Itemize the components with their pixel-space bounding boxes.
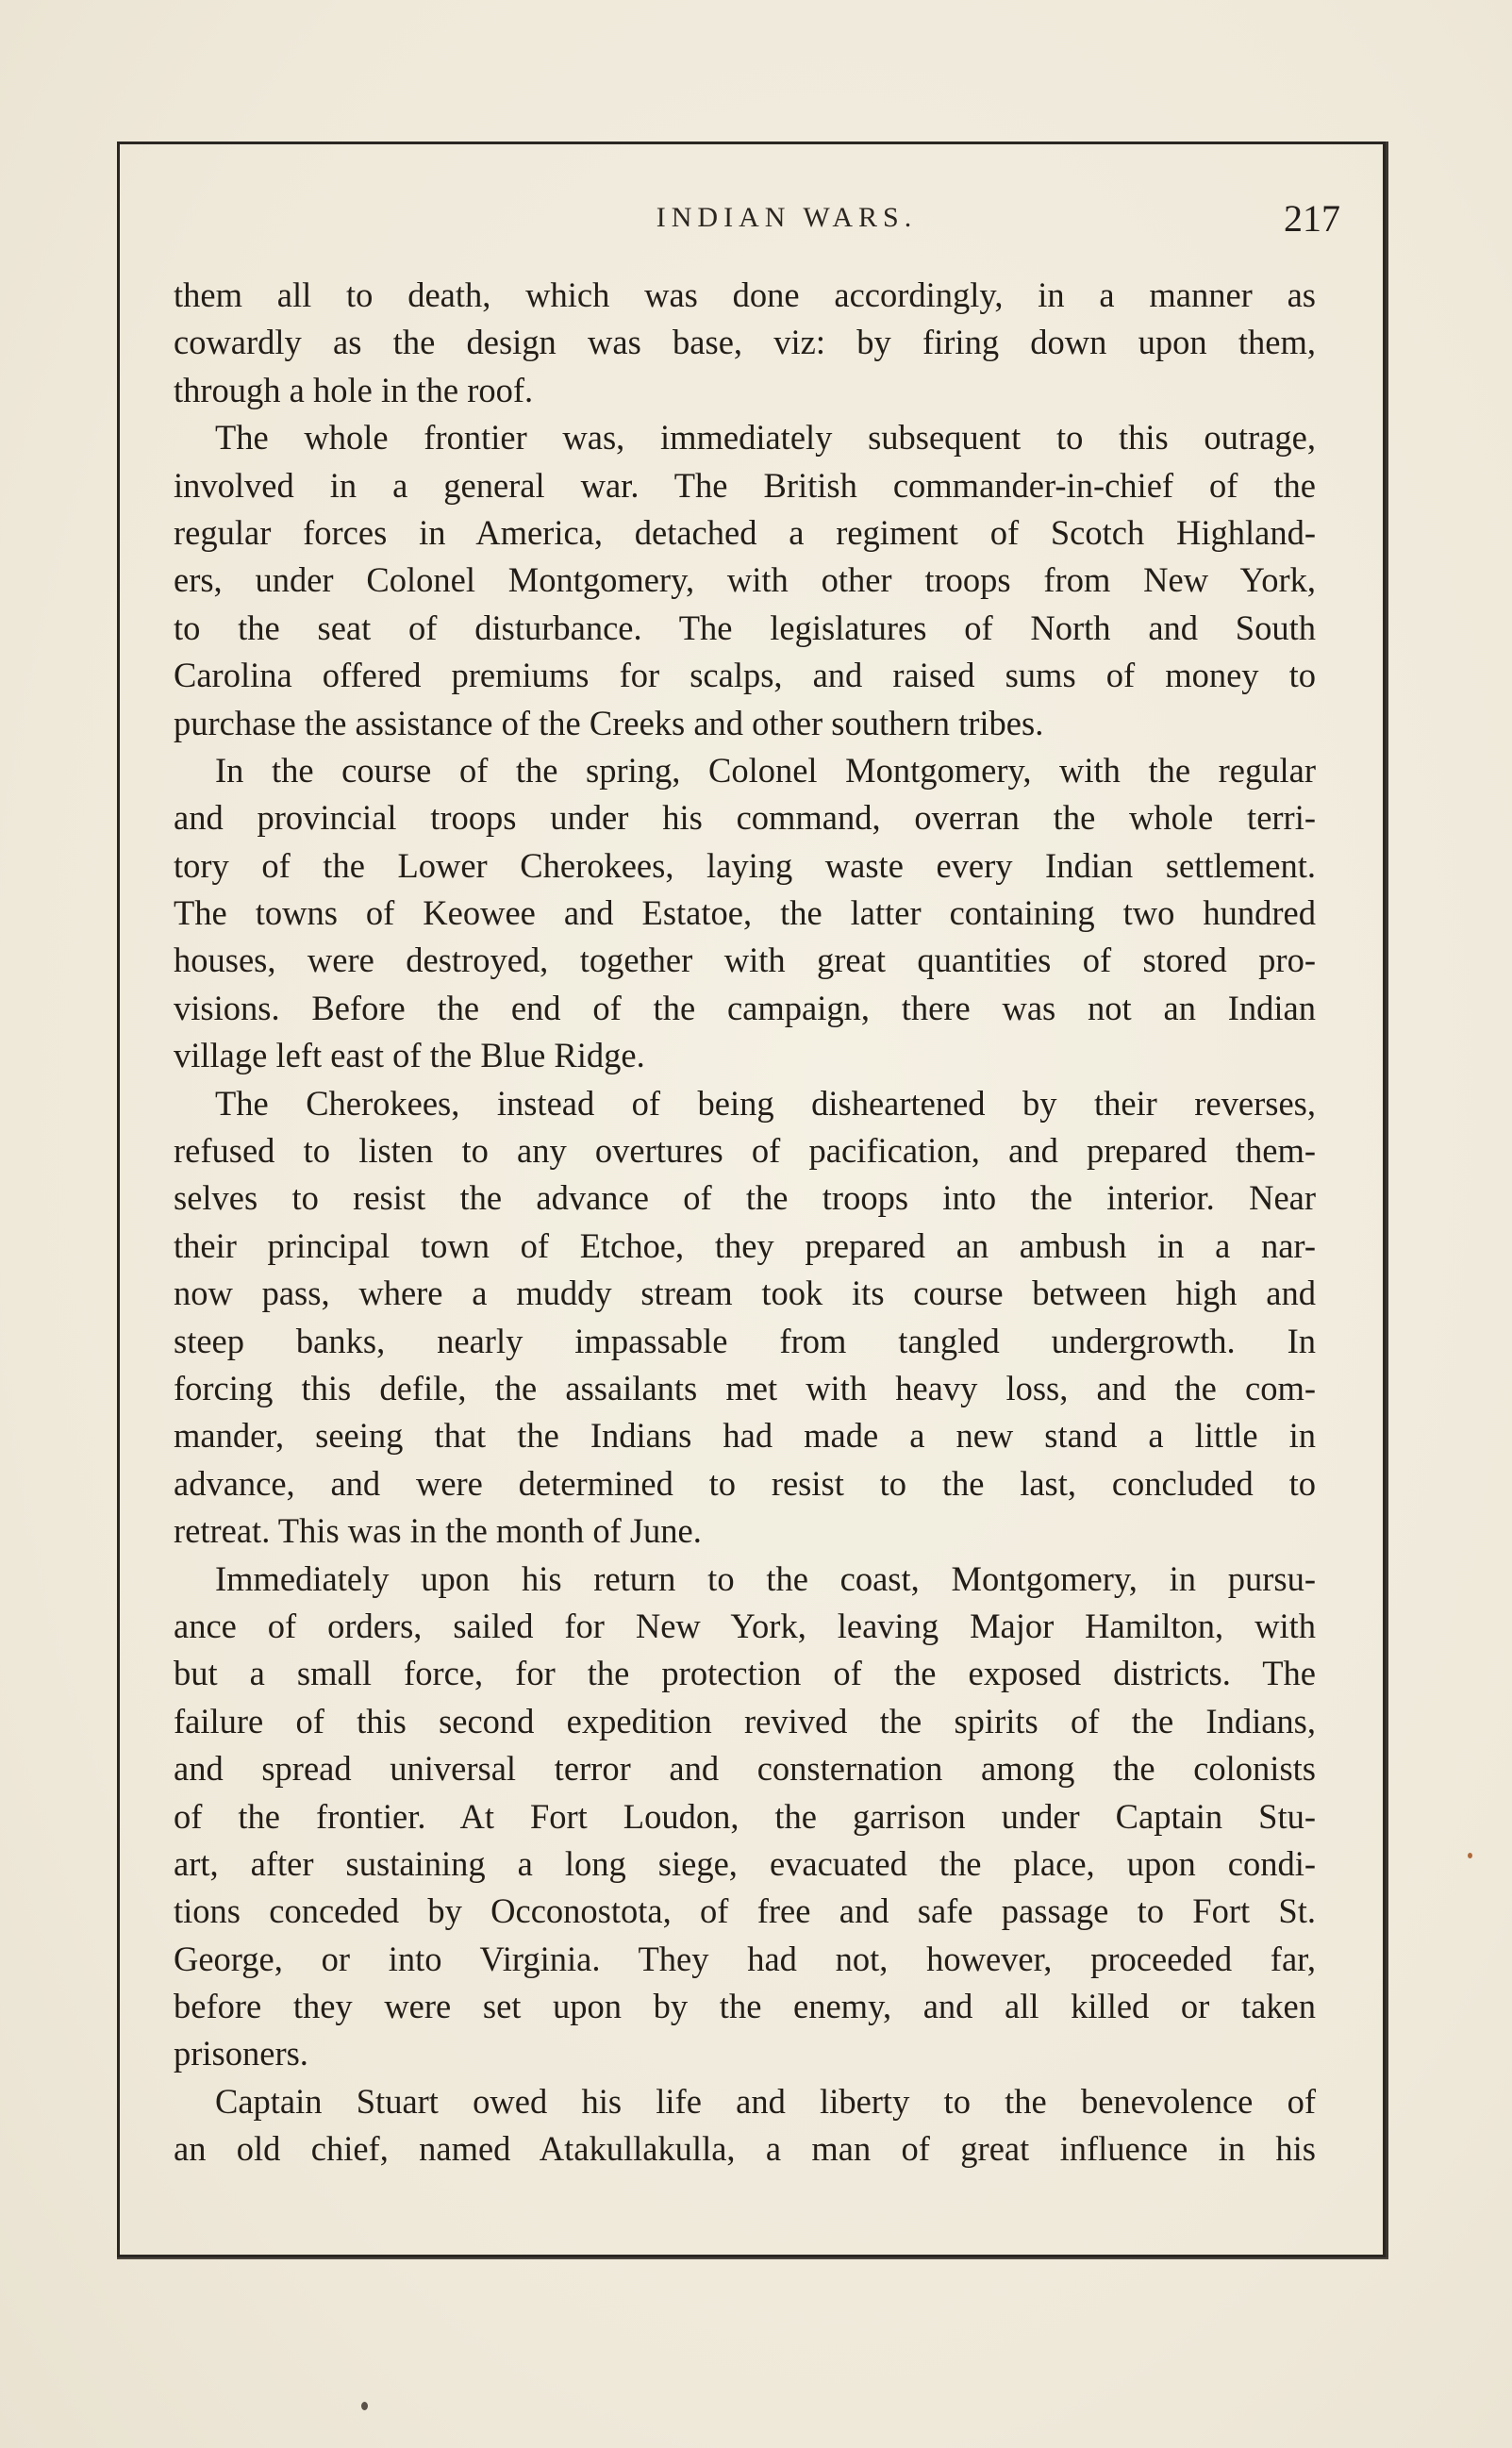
- text-line: involved in a general war. The British commander-in-chief of the: [174, 465, 1316, 505]
- text-line: retreat. This was in the month of June.: [174, 1511, 702, 1551]
- paper-speck: [1468, 1853, 1472, 1858]
- text-line: The Cherokees, instead of being disheartened by their reverses,: [215, 1083, 1316, 1123]
- text-line: The towns of Keowee and Estatoe, the latter containing two hundred: [174, 893, 1316, 933]
- text-line: mander, seeing that the Indians had made a new stand a little in: [174, 1416, 1316, 1456]
- text-line: regular forces in America, detached a regiment of Scotch Highland-: [174, 512, 1316, 552]
- text-line: failure of this second expedition revived the spirits of the Indians,: [174, 1701, 1316, 1740]
- page-border-shadow-bottom: [117, 2257, 1388, 2259]
- text-line: The whole frontier was, immediately subsequent to this outrage,: [215, 418, 1316, 458]
- text-line: village left east of the Blue Ridge.: [174, 1036, 645, 1075]
- running-head: [117, 197, 1386, 247]
- body-text: [174, 272, 1316, 2173]
- text-line: now pass, where a muddy stream took its course between high and: [174, 1274, 1316, 1313]
- text-line: Immediately upon his return to the coast, Montgomery, in pursu-: [215, 1558, 1316, 1598]
- text-line: prisoners.: [174, 2034, 308, 2073]
- text-line: and spread universal terror and consternation among the colonists: [174, 1749, 1316, 1789]
- text-line: ance of orders, sailed for New York, leaving Major Hamilton, with: [174, 1606, 1316, 1645]
- text-line: to the seat of disturbance. The legislatures of North and South: [174, 608, 1316, 647]
- text-line: and provincial troops under his command, overran the whole terri-: [174, 798, 1316, 838]
- text-line: Carolina offered premiums for scalps, and raised sums of money to: [174, 656, 1316, 695]
- page-number: 217: [1284, 197, 1340, 240]
- text-line: visions. Before the end of the campaign, there was not an Indian: [174, 988, 1316, 1027]
- text-line: George, or into Virginia. They had not, however, proceeded far,: [174, 1939, 1316, 1978]
- text-line: before they were set upon by the enemy, and all killed or taken: [174, 1987, 1316, 2026]
- paper-speck: [361, 2402, 368, 2410]
- text-line: through a hole in the roof.: [174, 370, 534, 409]
- text-line: tory of the Lower Cherokees, laying waste every Indian settlement.: [174, 845, 1316, 885]
- text-line: art, after sustaining a long siege, evacuated the place, upon condi-: [174, 1843, 1316, 1883]
- text-line: of the frontier. At Fort Loudon, the garrison under Captain Stu-: [174, 1796, 1316, 1836]
- text-line: steep banks, nearly impassable from tangled undergrowth. In: [174, 1321, 1316, 1360]
- text-line: their principal town of Etchoe, they prepared an ambush in a nar-: [174, 1225, 1316, 1265]
- text-line: advance, and were determined to resist to the last, concluded to: [174, 1463, 1316, 1503]
- text-line: but a small force, for the protection of the exposed districts. The: [174, 1654, 1316, 1693]
- text-line: cowardly as the design was base, viz: by firing down upon them,: [174, 323, 1316, 362]
- text-line: selves to resist the advance of the troops into the interior. Near: [174, 1178, 1316, 1218]
- text-line: tions conceded by Occonostota, of free and safe passage to Fort St.: [174, 1891, 1316, 1931]
- text-line: In the course of the spring, Colonel Montgomery, with the regular: [215, 750, 1316, 790]
- text-line: purchase the assistance of the Creeks and other southern tribes.: [174, 703, 1044, 742]
- text-line: Captain Stuart owed his life and liberty to the benevolence of: [215, 2081, 1316, 2121]
- text-line: an old chief, named Atakullakulla, a man of great influence in his: [174, 2129, 1316, 2169]
- page-border-shadow-right: [1386, 142, 1388, 2257]
- text-line: refused to listen to any overtures of pacification, and prepared them-: [174, 1131, 1316, 1171]
- text-line: them all to death, which was done accordingly, in a manner as: [174, 275, 1316, 314]
- running-title: INDIAN WARS.: [656, 202, 918, 233]
- text-line: houses, were destroyed, together with great quantities of stored pro-: [174, 941, 1316, 980]
- text-line: forcing this defile, the assailants met with heavy loss, and the com-: [174, 1368, 1316, 1407]
- text-line: ers, under Colonel Montgomery, with other troops from New York,: [174, 560, 1316, 600]
